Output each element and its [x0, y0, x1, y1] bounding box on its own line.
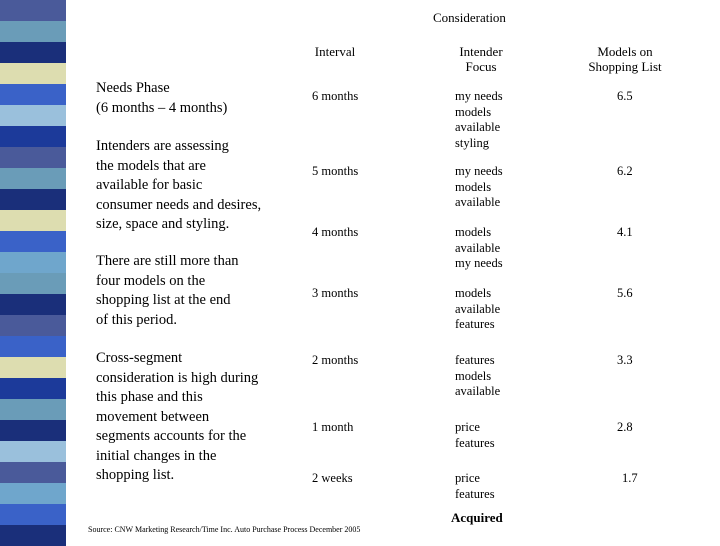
stripe-block: [0, 315, 66, 336]
stripe-block: [0, 252, 66, 273]
column-header-interval: Interval: [314, 44, 356, 59]
phase-title: Needs Phase (6 months – 4 months): [96, 80, 228, 116]
stripe-block: [0, 147, 66, 168]
stripe-block: [0, 0, 66, 21]
models-cell: 6.5: [617, 89, 633, 103]
paragraph-assessing: Intenders are assessing the models that are available for basic consumer needs and desires, size, space and styling.: [96, 138, 262, 232]
stripe-block: [0, 63, 66, 84]
stripe-block: [0, 210, 66, 231]
models-cell: 1.7: [622, 471, 638, 485]
focus-cell: my needs models available styling: [455, 89, 503, 150]
models-cell: 3.3: [617, 353, 633, 367]
interval-cell: 6 months: [312, 89, 359, 103]
focus-cell: models available my needs: [455, 225, 503, 270]
interval-cell: 3 months: [312, 286, 359, 300]
stripe-block: [0, 483, 66, 504]
models-cell: 5.6: [617, 286, 633, 300]
stripe-block: [0, 357, 66, 378]
stripe-block: [0, 525, 66, 546]
stripe-block: [0, 168, 66, 189]
interval-cell: 1 month: [312, 420, 354, 434]
paragraph-cross-segment: Cross-segment consideration is high during this phase and this movement between segments accounts for the initial changes in the shopping list.: [96, 350, 259, 483]
stripe-block: [0, 105, 66, 126]
models-cell: 6.2: [617, 164, 633, 178]
interval-cell: 2 months: [312, 353, 359, 367]
interval-cell: 2 weeks: [312, 471, 353, 485]
focus-cell: features models available: [455, 353, 501, 398]
stripe-block: [0, 84, 66, 105]
stripe-block: [0, 336, 66, 357]
column-header-focus: Intender Focus: [459, 44, 503, 74]
focus-cell: my needs models available: [455, 164, 503, 209]
focus-cell: price features: [455, 471, 495, 501]
stripe-block: [0, 441, 66, 462]
stripe-block: [0, 399, 66, 420]
stripe-block: [0, 420, 66, 441]
paragraph-shopping-list: There are still more than four models on the shopping list at the end of this period.: [96, 253, 239, 328]
decorative-stripe: [0, 0, 66, 540]
acquired-label: Acquired: [451, 510, 503, 525]
stripe-block: [0, 126, 66, 147]
stripe-block: [0, 462, 66, 483]
models-cell: 4.1: [617, 225, 633, 239]
page-title: Consideration: [433, 10, 506, 25]
stripe-block: [0, 189, 66, 210]
stripe-block: [0, 294, 66, 315]
stripe-block: [0, 273, 66, 294]
stripe-block: [0, 504, 66, 525]
stripe-block: [0, 42, 66, 63]
stripe-block: [0, 21, 66, 42]
focus-cell: price features: [455, 420, 495, 450]
source-note: Source: CNW Marketing Research/Time Inc. Auto Purchase Process December 2005: [88, 525, 361, 534]
interval-cell: 5 months: [312, 164, 359, 178]
focus-cell: models available features: [455, 286, 501, 331]
column-header-models: Models on Shopping List: [588, 44, 662, 74]
interval-cell: 4 months: [312, 225, 359, 239]
stripe-block: [0, 231, 66, 252]
stripe-block: [0, 378, 66, 399]
models-cell: 2.8: [617, 420, 633, 434]
